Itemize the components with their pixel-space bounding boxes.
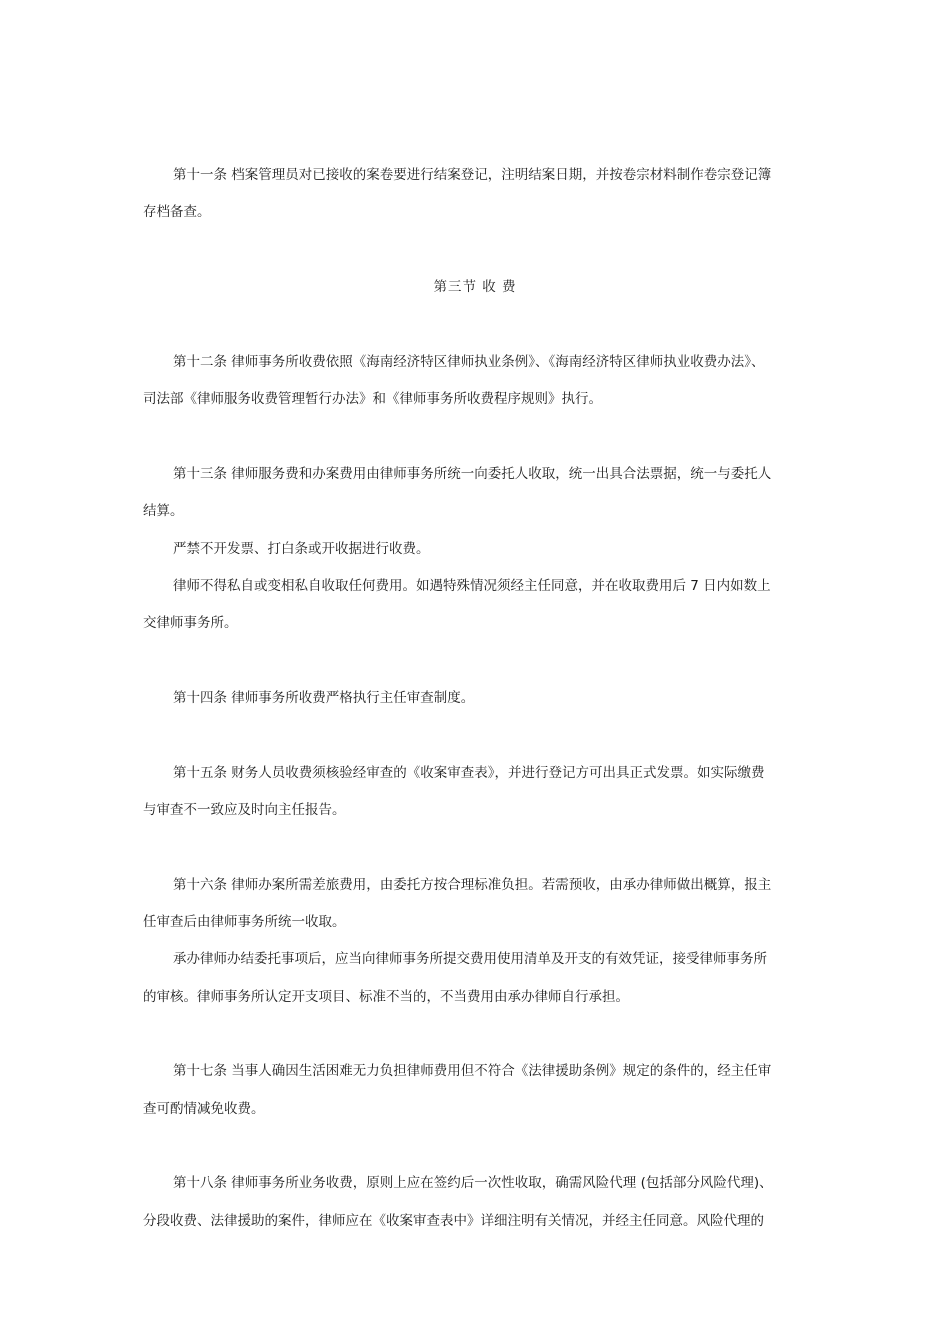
article-13-paragraph-2: 严禁不开发票、打白条或开收据进行收费。 xyxy=(173,541,430,557)
article-16-line-2: 任审查后由律师事务所统一收取。 xyxy=(143,914,346,930)
article-16-paragraph-2-line-1: 承办律师办结委托事项后，应当向律师事务所提交费用使用清单及开支的有效凭证，接受律师事务所 xyxy=(173,951,767,967)
article-15-line-1: 第十五条 财务人员收费须核验经审查的《收案审查表》，并进行登记方可出具正式发票。如实际缴费 xyxy=(173,765,765,781)
article-16-line-1: 第十六条 律师办案所需差旅费用，由委托方按合理标准负担。若需预收，由承办律师做出概算，报主 xyxy=(173,877,772,893)
article-13-line-2: 结算。 xyxy=(143,503,184,519)
article-13-paragraph-3-line-2: 交律师事务所。 xyxy=(143,615,238,631)
article-16-paragraph-2-line-2: 的审核。律师事务所认定开支项目、标准不当的，不当费用由承办律师自行承担。 xyxy=(143,989,629,1005)
article-12-line-1: 第十二条 律师事务所收费依照《海南经济特区律师执业条例》、《海南经济特区律师执业收费办法》、 xyxy=(173,354,765,370)
article-18-line-2: 分段收费、法律援助的案件，律师应在《收案审查表中》详细注明有关情况，并经主任同意。风险代理的 xyxy=(143,1213,764,1229)
article-12-line-2: 司法部《律师服务收费管理暂行办法》和《律师事务所收费程序规则》执行。 xyxy=(143,391,602,407)
article-11-line-2: 存档备查。 xyxy=(143,204,211,220)
section-heading: 第三节 收 费 xyxy=(433,279,517,295)
article-13-line-1: 第十三条 律师服务费和办案费用由律师事务所统一向委托人收取，统一出具合法票据，统一与委托人 xyxy=(173,466,772,482)
article-11-line-1: 第十一条 档案管理员对已接收的案卷要进行结案登记，注明结案日期，并按卷宗材料制作卷宗登记簿 xyxy=(173,167,772,183)
article-15-line-2: 与审查不一致应及时向主任报告。 xyxy=(143,802,346,818)
article-18-line-1: 第十八条 律师事务所业务收费，原则上应在签约后一次性收取，确需风险代理 (包括部分风险代理)、 xyxy=(173,1175,773,1191)
article-17-line-2: 查可酌情减免收费。 xyxy=(143,1101,265,1117)
article-13-paragraph-3-line-1: 律师不得私自或变相私自收取任何费用。如遇特殊情况须经主任同意，并在收取费用后 7 日内如数上 xyxy=(173,578,771,594)
article-14-line-1: 第十四条 律师事务所收费严格执行主任审查制度。 xyxy=(173,690,475,706)
article-17-line-1: 第十七条 当事人确因生活困难无力负担律师费用但不符合《法律援助条例》规定的条件的，经主任审 xyxy=(173,1063,772,1079)
